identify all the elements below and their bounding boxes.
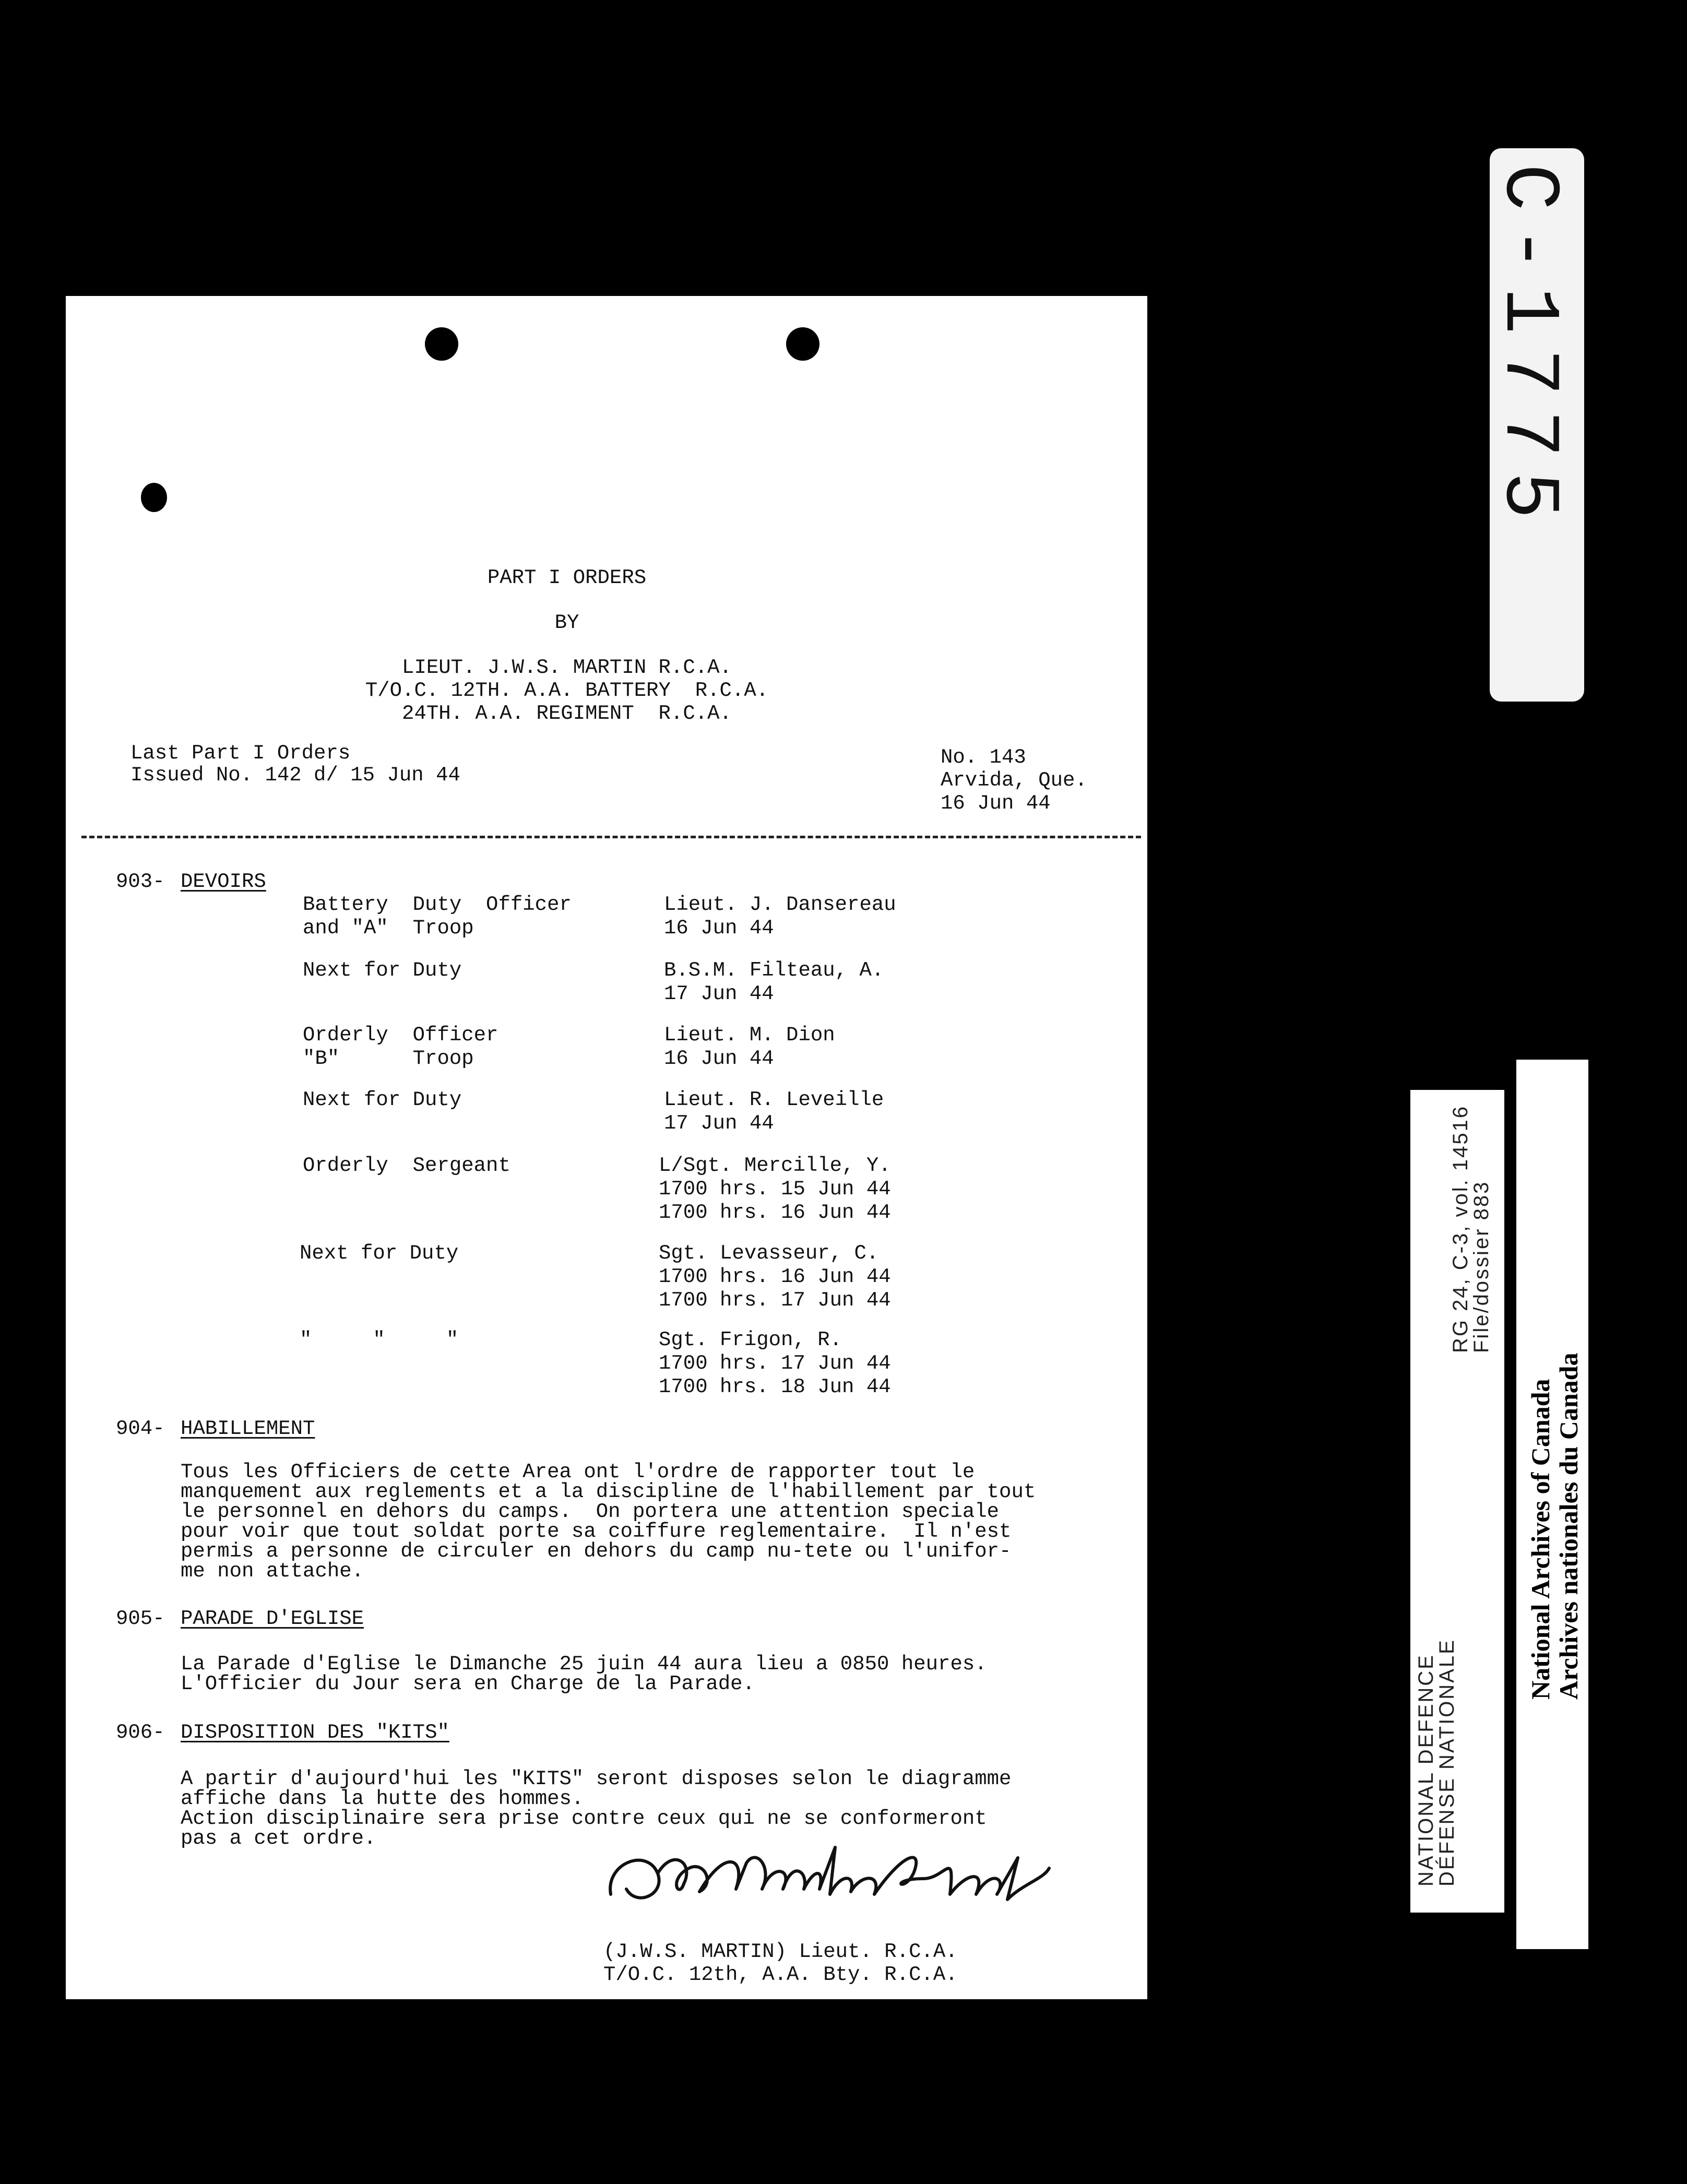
section-906-text: A partir d'aujourd'hui les "KITS" seront disposes selon le diagramme affiche dans la hutte des hommes. Action disciplinaire sera prise contre ceux qui ne se conformeront pas a cet ordre. bbox=[181, 1767, 1012, 1850]
duty-assignee: Lieut. R. Leveille 17 Jun 44 bbox=[664, 1088, 884, 1135]
last-orders-line1: Last Part I Orders bbox=[130, 742, 351, 765]
issuing-unit: T/O.C. 12TH. A.A. BATTERY R.C.A. bbox=[365, 679, 769, 702]
handwritten-signature bbox=[590, 1816, 1112, 1936]
duty-assignee: L/Sgt. Mercille, Y. 1700 hrs. 15 Jun 44 1700 hrs. 16 Jun 44 bbox=[659, 1154, 891, 1224]
ink-spot bbox=[141, 483, 167, 512]
signature-title: T/O.C. 12th, A.A. Bty. R.C.A. bbox=[603, 1963, 958, 1986]
duty-role: " " " bbox=[300, 1328, 459, 1351]
order-number: No. 143 bbox=[941, 746, 1026, 769]
orders-title: PART I ORDERS bbox=[487, 566, 647, 589]
archives-name-en: National Archives of Canada bbox=[1526, 1379, 1555, 1700]
section-906-title: DISPOSITION DES "KITS" bbox=[181, 1721, 449, 1744]
dashed-divider bbox=[81, 836, 1141, 838]
department-line2: DÉFENSE NATIONALE bbox=[1435, 1639, 1458, 1886]
last-orders-line2: Issued No. 142 d/ 15 Jun 44 bbox=[130, 764, 460, 787]
duty-role: Next for Duty bbox=[303, 959, 462, 982]
archives-name-fr: Archives nationales du Canada bbox=[1554, 1352, 1583, 1700]
duty-role: Next for Duty bbox=[300, 1242, 459, 1265]
section-904-title: HABILLEMENT bbox=[181, 1417, 315, 1440]
punch-hole-right bbox=[786, 327, 819, 361]
duty-role: Battery Duty Officer and "A" Troop bbox=[303, 893, 572, 940]
issuing-regiment: 24TH. A.A. REGIMENT R.C.A. bbox=[402, 702, 732, 725]
reel-number: C-1775 bbox=[1483, 164, 1572, 534]
archive-reference-line1: RG 24, C-3, vol. 14516 bbox=[1449, 1105, 1472, 1353]
punch-hole-left bbox=[425, 327, 458, 361]
duty-assignee: Sgt. Levasseur, C. 1700 hrs. 16 Jun 44 1700 hrs. 17 Jun 44 bbox=[659, 1242, 891, 1312]
duty-assignee: B.S.M. Filteau, A. 17 Jun 44 bbox=[664, 959, 884, 1005]
order-place: Arvida, Que. bbox=[941, 769, 1087, 792]
department-strip bbox=[1410, 1090, 1504, 1913]
issuing-officer: LIEUT. J.W.S. MARTIN R.C.A. bbox=[402, 656, 732, 679]
department-line1: NATIONAL DEFENCE bbox=[1415, 1654, 1437, 1886]
signature-name: (J.W.S. MARTIN) Lieut. R.C.A. bbox=[603, 1940, 958, 1963]
duty-assignee: Lieut. J. Dansereau 16 Jun 44 bbox=[664, 893, 896, 940]
section-905-title: PARADE D'EGLISE bbox=[181, 1607, 364, 1630]
section-904-text: Tous les Officiers de cette Area ont l'ordre de rapporter tout le manquement aux reglements et a la discipline de l'habillement par tout le personnel en dehors du camps. On portera une attention speciale pour voir que tout soldat porte sa coiffure reglementaire. Il n'est permis a personne de circuler en dehors du camp nu-tete ou l'unifor- me non attache. bbox=[181, 1461, 1036, 1583]
section-903-number: 903- bbox=[116, 870, 165, 893]
duty-role: Orderly Officer "B" Troop bbox=[303, 1024, 498, 1070]
section-905-number: 905- bbox=[116, 1607, 165, 1630]
archive-reference-line2: File/dossier 883 bbox=[1470, 1180, 1493, 1353]
duty-role: Orderly Sergeant bbox=[303, 1154, 510, 1177]
reel-number-strip bbox=[1483, 148, 1584, 702]
section-906-number: 906- bbox=[116, 1721, 165, 1744]
duty-assignee: Lieut. M. Dion 16 Jun 44 bbox=[664, 1024, 835, 1070]
duty-role: Next for Duty bbox=[303, 1088, 462, 1111]
archives-strip bbox=[1516, 1060, 1588, 1949]
document-page bbox=[66, 296, 1147, 1999]
orders-by: BY bbox=[554, 611, 579, 634]
section-904-number: 904- bbox=[116, 1417, 165, 1440]
section-905-text: La Parade d'Eglise le Dimanche 25 juin 44 aura lieu a 0850 heures. L'Officier du Jour sera en Charge de la Parade. bbox=[181, 1653, 987, 1695]
order-date: 16 Jun 44 bbox=[941, 792, 1051, 815]
duty-assignee: Sgt. Frigon, R. 1700 hrs. 17 Jun 44 1700 hrs. 18 Jun 44 bbox=[659, 1328, 891, 1398]
section-903-title: DEVOIRS bbox=[181, 870, 266, 893]
